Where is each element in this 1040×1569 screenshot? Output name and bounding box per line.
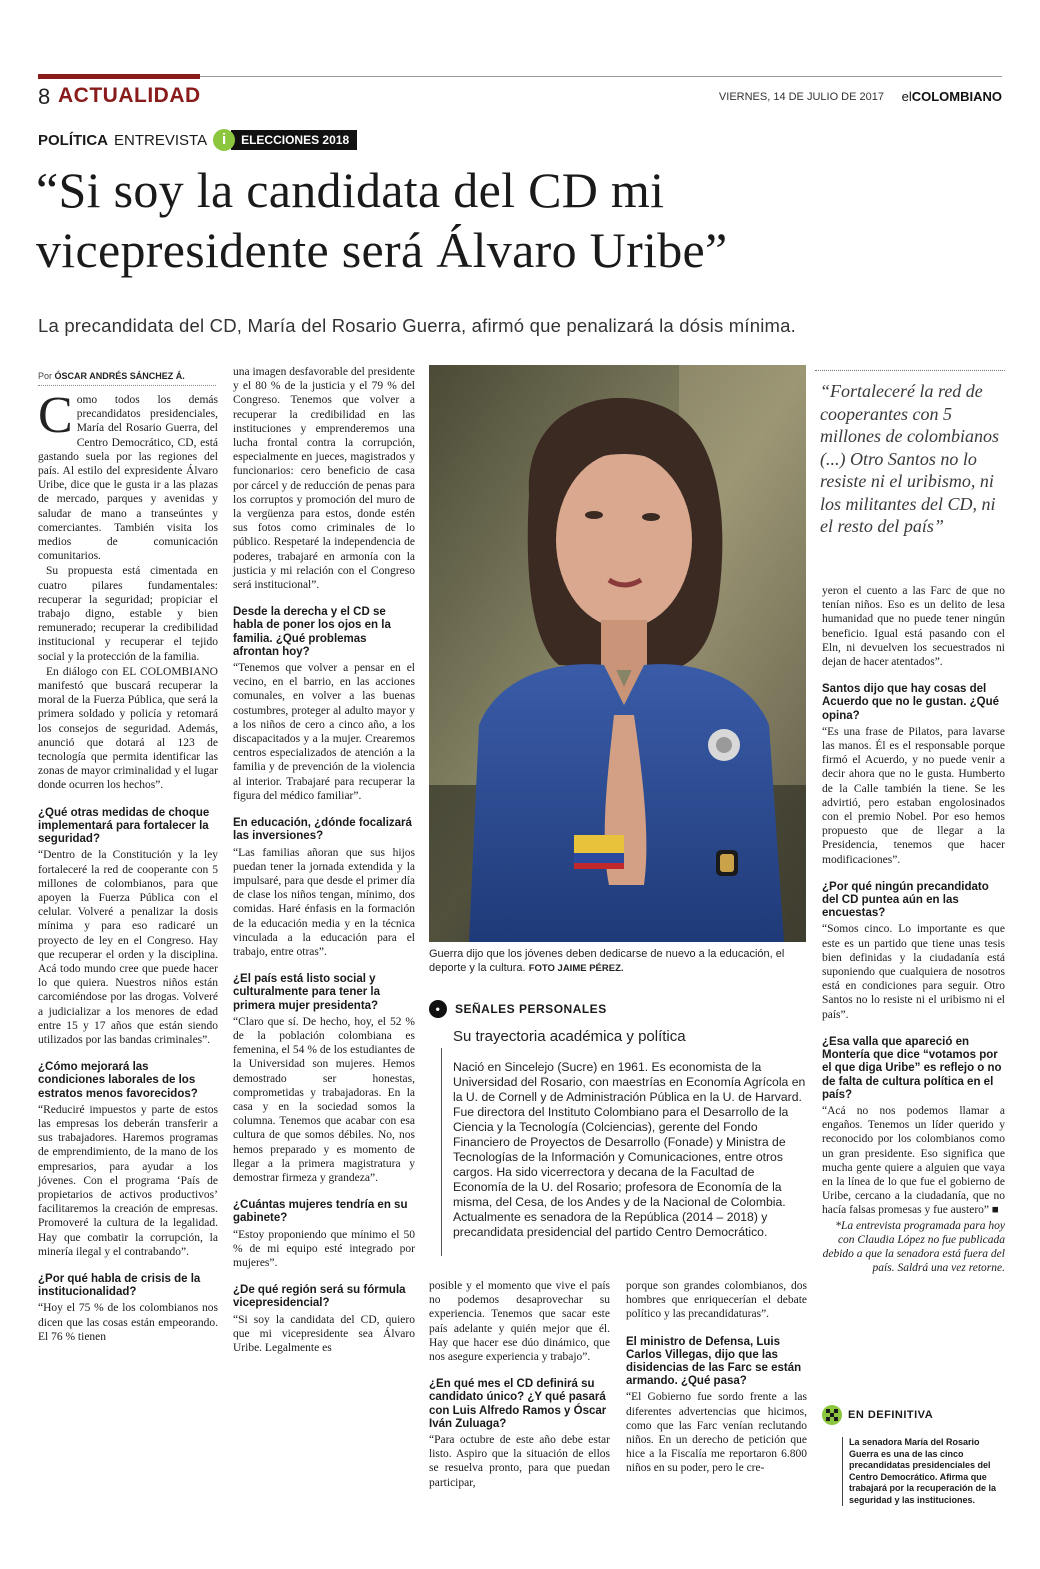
question: ¿De qué región será su fórmula vicepresidencial?: [233, 1284, 406, 1310]
answer: “Estoy proponiendo que mínimo el 50 % de mi equipo esté integrado por mujeres”.: [233, 1228, 415, 1269]
kicker-type: ENTREVISTA: [114, 131, 208, 149]
question: ¿Cuántas mujeres tendría en su gabinete?: [233, 1199, 408, 1225]
paragraph: porque son grandes colombianos, dos hombres que enriquecerían el debate político y las precandidaturas”.: [626, 1280, 807, 1321]
photo-caption: [429, 947, 806, 976]
section-title: ACTUALIDAD: [58, 84, 201, 107]
masthead-prefix: el: [901, 89, 912, 104]
answer: “El Gobierno fue sordo frente a las diferentes advertencias que hicimos, como que las Farc venían reclutando niños. En un derecho de petición que hice a la Fiscalía me reportaron 6.800 niños en su poder, pero le cre-: [626, 1391, 807, 1475]
senales-rule: [441, 1048, 442, 1256]
senales-personales-box: [429, 1000, 806, 1256]
definitiva-title: EN DEFINITIVA: [848, 1409, 934, 1421]
badge-label: ELECCIONES 2018: [231, 130, 357, 150]
definitiva-icon: [822, 1405, 842, 1425]
masthead: [902, 89, 1002, 104]
election-badge: [213, 129, 357, 151]
byline-author: ÓSCAR ANDRÉS SÁNCHEZ Á.: [54, 371, 185, 381]
question: En educación, ¿dónde focalizará las inversiones?: [233, 817, 412, 843]
header-rule: [200, 76, 1002, 77]
paragraph: Su propuesta está cimentada en cuatro pilares fundamentales: recuperar la seguridad; propiciar el trabajo digno, estable y bien remunerado; recuperar la credibilidad institucional y recuperar el tejido social y la protección de la familia.: [38, 565, 218, 663]
portrait-illustration: [429, 365, 806, 942]
question: ¿Por qué habla de crisis de la institucionalidad?: [38, 1272, 201, 1299]
byline-prefix: Por: [38, 371, 53, 381]
column-5: [822, 584, 1005, 1276]
kicker: [38, 128, 357, 152]
person-icon: •: [429, 1000, 447, 1018]
answer: “Para octubre de este año debe estar listo. Aspiro que la situación de ellos se resuelva pronto, para que puedan participar,: [429, 1434, 610, 1489]
definitiva-body: La senadora María del Rosario Guerra es una de las cinco precandidatas presidenciales del Centro Democrático. Afirma que trabajará por la recuperación de la seguridad y las instituciones.: [842, 1437, 1007, 1506]
headline: [36, 160, 1016, 280]
en-definitiva-box: [822, 1405, 1007, 1506]
interview-photo: [429, 365, 806, 942]
question: Desde la derecha y el CD se habla de poner los ojos en la familia. ¿Qué problemas afrontan hoy?: [233, 606, 391, 658]
lead-paragraph: [38, 387, 218, 563]
kicker-category: POLÍTICA: [38, 131, 108, 149]
pull-quote: “Fortaleceré la red de cooperantes con 5 millones de colombianos (...) Otro Santos no lo resiste ni el uribismo, ni los militantes del CD, ni el resto del país”: [820, 381, 999, 536]
question: ¿Esa valla que apareció en Montería que dice “votamos por el que diga Uribe” es reflejo o no de falta de cultura política en el país?: [822, 1035, 1002, 1101]
definitiva-header: [822, 1405, 1007, 1425]
elecciones-logo-icon: i: [213, 129, 235, 151]
question: Santos dijo que hay cosas del Acuerdo que no le gustan. ¿Qué opina?: [822, 683, 999, 722]
drop-cap: C: [38, 387, 73, 444]
answer: “Dentro de la Constitución y la ley fortaleceré la red de cooperante con 5 millones de colombianos, para que apoyen la Fuerza Pública con el celular. Volveré a penalizar la dosis mínima y para eso radicaré un proyecto de ley en el Congreso. Hay que recuperar el orden y la disciplina. Acá todo mundo cree que puede hacer lo que quiera. Nuestros niños están carcomiéndose por las drogas. Volveré a judicializar a los menores de edad entre 15 y 17 años que están siendo utilizados por las bandas criminales”.: [38, 849, 218, 1046]
question: ¿En qué mes el CD definirá su candidato único? ¿Y qué pasará con Luis Alfredo Ramos y Óscar Iván Zuluaga?: [429, 1378, 607, 1430]
issue-date: VIERNES, 14 DE JULIO DE 2017: [718, 91, 884, 103]
paragraph: yeron el cuento a las Farc de que no tenían niños. Eso es un delito de lesa humanidad que no puede tener ningún beneficio. Igual está pasando con el Eln, ni devuelven los secuestrados ni dejan de hacer atentados”.: [822, 585, 1005, 669]
answer: “Reduciré impuestos y parte de estos las empresas los deberán transferir a sus trabajadores. Haremos programas de emprendimiento, de la mano de los empresarios, para ayudar a los jóvenes. Con el programa ‘País de propietarios de activos productivos’ facilitaremos la creación de empresas. Promoveré la cultura de la legalidad. Hay que combatir la corrupción, la minería ilegal y el contrabando”.: [38, 1103, 218, 1258]
question: ¿Por qué ningún precandidato del CD puntea aún en las encuestas?: [822, 880, 989, 920]
column-3: [429, 1279, 610, 1491]
senales-title: SEÑALES PERSONALES: [455, 1002, 607, 1016]
answer: “Somos cinco. Lo importante es que este es un partido que tiene unas tesis bien definidas y la ciudadanía está suponiendo que cualquiera de nosotros está en condiciones para seguir. Otro Santos no lo resiste ni el uribismo ni el país”.: [822, 923, 1005, 1021]
column-2: [233, 365, 415, 1356]
senales-header: [429, 1000, 607, 1018]
headline-line-2: vicepresidente será Álvaro Uribe”: [36, 222, 728, 278]
editor-note: *La entrevista programada para hoy con Claudia López no fue publicada debido a que la senadora está fuera del país. Saldrá una vez retorne.: [822, 1219, 1005, 1275]
senales-body: Nació en Sincelejo (Sucre) en 1961. Es economista de la Universidad del Rosario, con maestrías en Economía Agrícola en la U. de Cornell y de Administración Pública en la U. de Harvard. Fue directora del Instituto Colombiano para el Desarrollo de la Ciencia y la Tecnología (Colciencias), gerente del Fondo Financiero de Proyectos de Desarrollo (Fonade) y Ministra de Tecnologías de la Información y Comunicaciones, entre otros cargos. Ha sido vicerrectora y decana de la Facultad de Economía de la U. del Rosario; profesora de Economía de la misma, del Cesa, de los Andes y de la Nacional de Colombia. Actualmente es senadora de la República (2014 – 2018) y precandidata presidencial del partido Centro Democrático.: [453, 1060, 806, 1239]
byline: [38, 371, 216, 386]
caption-text: Guerra dijo que los jóvenes deben dedicarse de nuevo a la educación, el deporte y la cultura.: [429, 948, 785, 974]
answer: “Las familias añoran que sus hijos puedan tener la jornada extendida y la impulsaré, para que desde el primer día de clase los niños tengan, mínimo, dos comidas. Haré énfasis en la formación de la educación media y en la técnica vinculada a la educación para el trabajo, entre otras”.: [233, 846, 415, 958]
answer: “Es una frase de Pilatos, para lavarse las manos. Él es el responsable porque firmó el Acuerdo, y no puede venir a decir ahora que no le gusta. Humberto de la Calle también la tiene. Se les advirtió, pero estaban engolosinados con el premio Nobel. Por eso hemos propuesto que de llegar a la Presidencia, tenemos que hacer modificaciones”.: [822, 725, 1005, 866]
answer: “Hoy el 75 % de los colombianos nos dicen que las cosas están empeorando. El 76 % tienen: [38, 1302, 218, 1343]
page-number: 8: [38, 84, 51, 109]
paragraph: una imagen desfavorable del presidente y el 80 % de la justicia y el 79 % del Congreso. Tenemos que volver a recuperar la credibilidad en las instituciones y emprenderemos una lucha frontal contra la corrupción, especialmente en jueces, magistrados y funcionarios: cero beneficio de casa por cárcel y de reducción de penas para los corruptos y promoción del muro de la vergüenza para estos, donde estén sus fotos como criminales de lo público. Respetaré la independencia de poderes, trabajaré en armonía con la justicia y mi relación con el Congreso será institucional”.: [233, 366, 416, 592]
masthead-name: COLOMBIANO: [911, 89, 1002, 104]
deck: La precandidata del CD, María del Rosario Guerra, afirmó que penalizará la dósis mínima.: [38, 315, 796, 336]
question: ¿El país está listo social y culturalmente para tener la primera mujer presidenta?: [233, 973, 380, 1012]
section-rule: [38, 74, 200, 79]
pullquote-rule: [815, 370, 1005, 372]
lead-text: omo todos los demás precandidatos presidenciales, María del Rosario Guerra, del Centro Democrático, CD, está gastando suela por las regiones del país. Al estilo del expresidente Álvaro Uribe, dice que le gusta ir a las plazas de mercado, parques y avenidas y saludar de mano a transeúntes y comerciantes. También visita los medios de comunicación comunitarios.: [38, 394, 218, 563]
question: ¿Qué otras medidas de choque implementará para fortalecer la seguridad?: [38, 806, 210, 846]
page-header: [38, 74, 1002, 114]
column-1: [38, 387, 218, 1345]
photo-credit: FOTO JAIME PÉREZ.: [528, 963, 624, 974]
answer: “Claro que sí. De hecho, hoy, el 52 % de la población colombiana es femenina, el 54 % de los estudiantes de la Universidad son mujeres. Hemos demostrado ser honestas, comprometidas y trabajadoras. En la casa y en la sociedad somos la columna. Tenemos que acabar con esa cultura de que somos débiles. No, nos hemos preparado y es momento de llegar a la primera magistratura y demostrar firmeza y grandeza”.: [233, 1015, 415, 1184]
answer: “Acá no nos podemos llamar a engaños. Tenemos un líder querido y reconocido por los colombianos como un gran presidente. Eso significa que mucha gente quiere a alguien que vaya en la línea de lo que fue el gobierno de Uribe, cercano a la ciudadanía, que no hacía falsas promesas y fue austero” ■: [822, 1104, 1005, 1217]
paragraph: posible y el momento que vive el país no podemos desaprovechar su experiencia. Tenemos que sacar este país adelante y quién mejor que él. Hay que hacer ese dúo dinámico, que nos asegure experiencia y trabajo”.: [429, 1280, 610, 1364]
senales-subtitle: Su trayectoria académica y política: [453, 1028, 686, 1045]
column-4: [626, 1279, 807, 1477]
question: ¿Cómo mejorará las condiciones laborales de los estratos menos favorecidos?: [38, 1061, 198, 1100]
question: El ministro de Defensa, Luis Carlos Villegas, dijo que las disidencias de las Farc se están armando. ¿Qué pasa?: [626, 1335, 802, 1388]
paragraph: En diálogo con EL COLOMBIANO manifestó que buscará recuperar la moral de la Fuerza Pública, que será la primera soldado y policía y retomará los consejos de seguridad. Además, anunció que dotará al 123 de tecnología que permita identificar las zonas de mayor criminalidad y el lugar donde ocurren los hechos”.: [38, 665, 218, 792]
answer: “Si soy la candidata del CD, quiero que mi vicepresidente sea Álvaro Uribe. Legalmente es: [233, 1313, 415, 1354]
answer: “Tenemos que volver a pensar en el vecino, en el barrio, en las acciones comunales, en volver a las buenas costumbres, proteger al adulto mayor y a los niños de cero a cinco año, a los discapacitados y a la mujer. Crearemos centros especializados de atención a la familia y de prevención de la violencia al interior. Trabajaré para recuperar la figura del médico familiar”.: [233, 662, 415, 802]
headline-line-1: “Si soy la candidata del CD mi: [36, 162, 665, 218]
